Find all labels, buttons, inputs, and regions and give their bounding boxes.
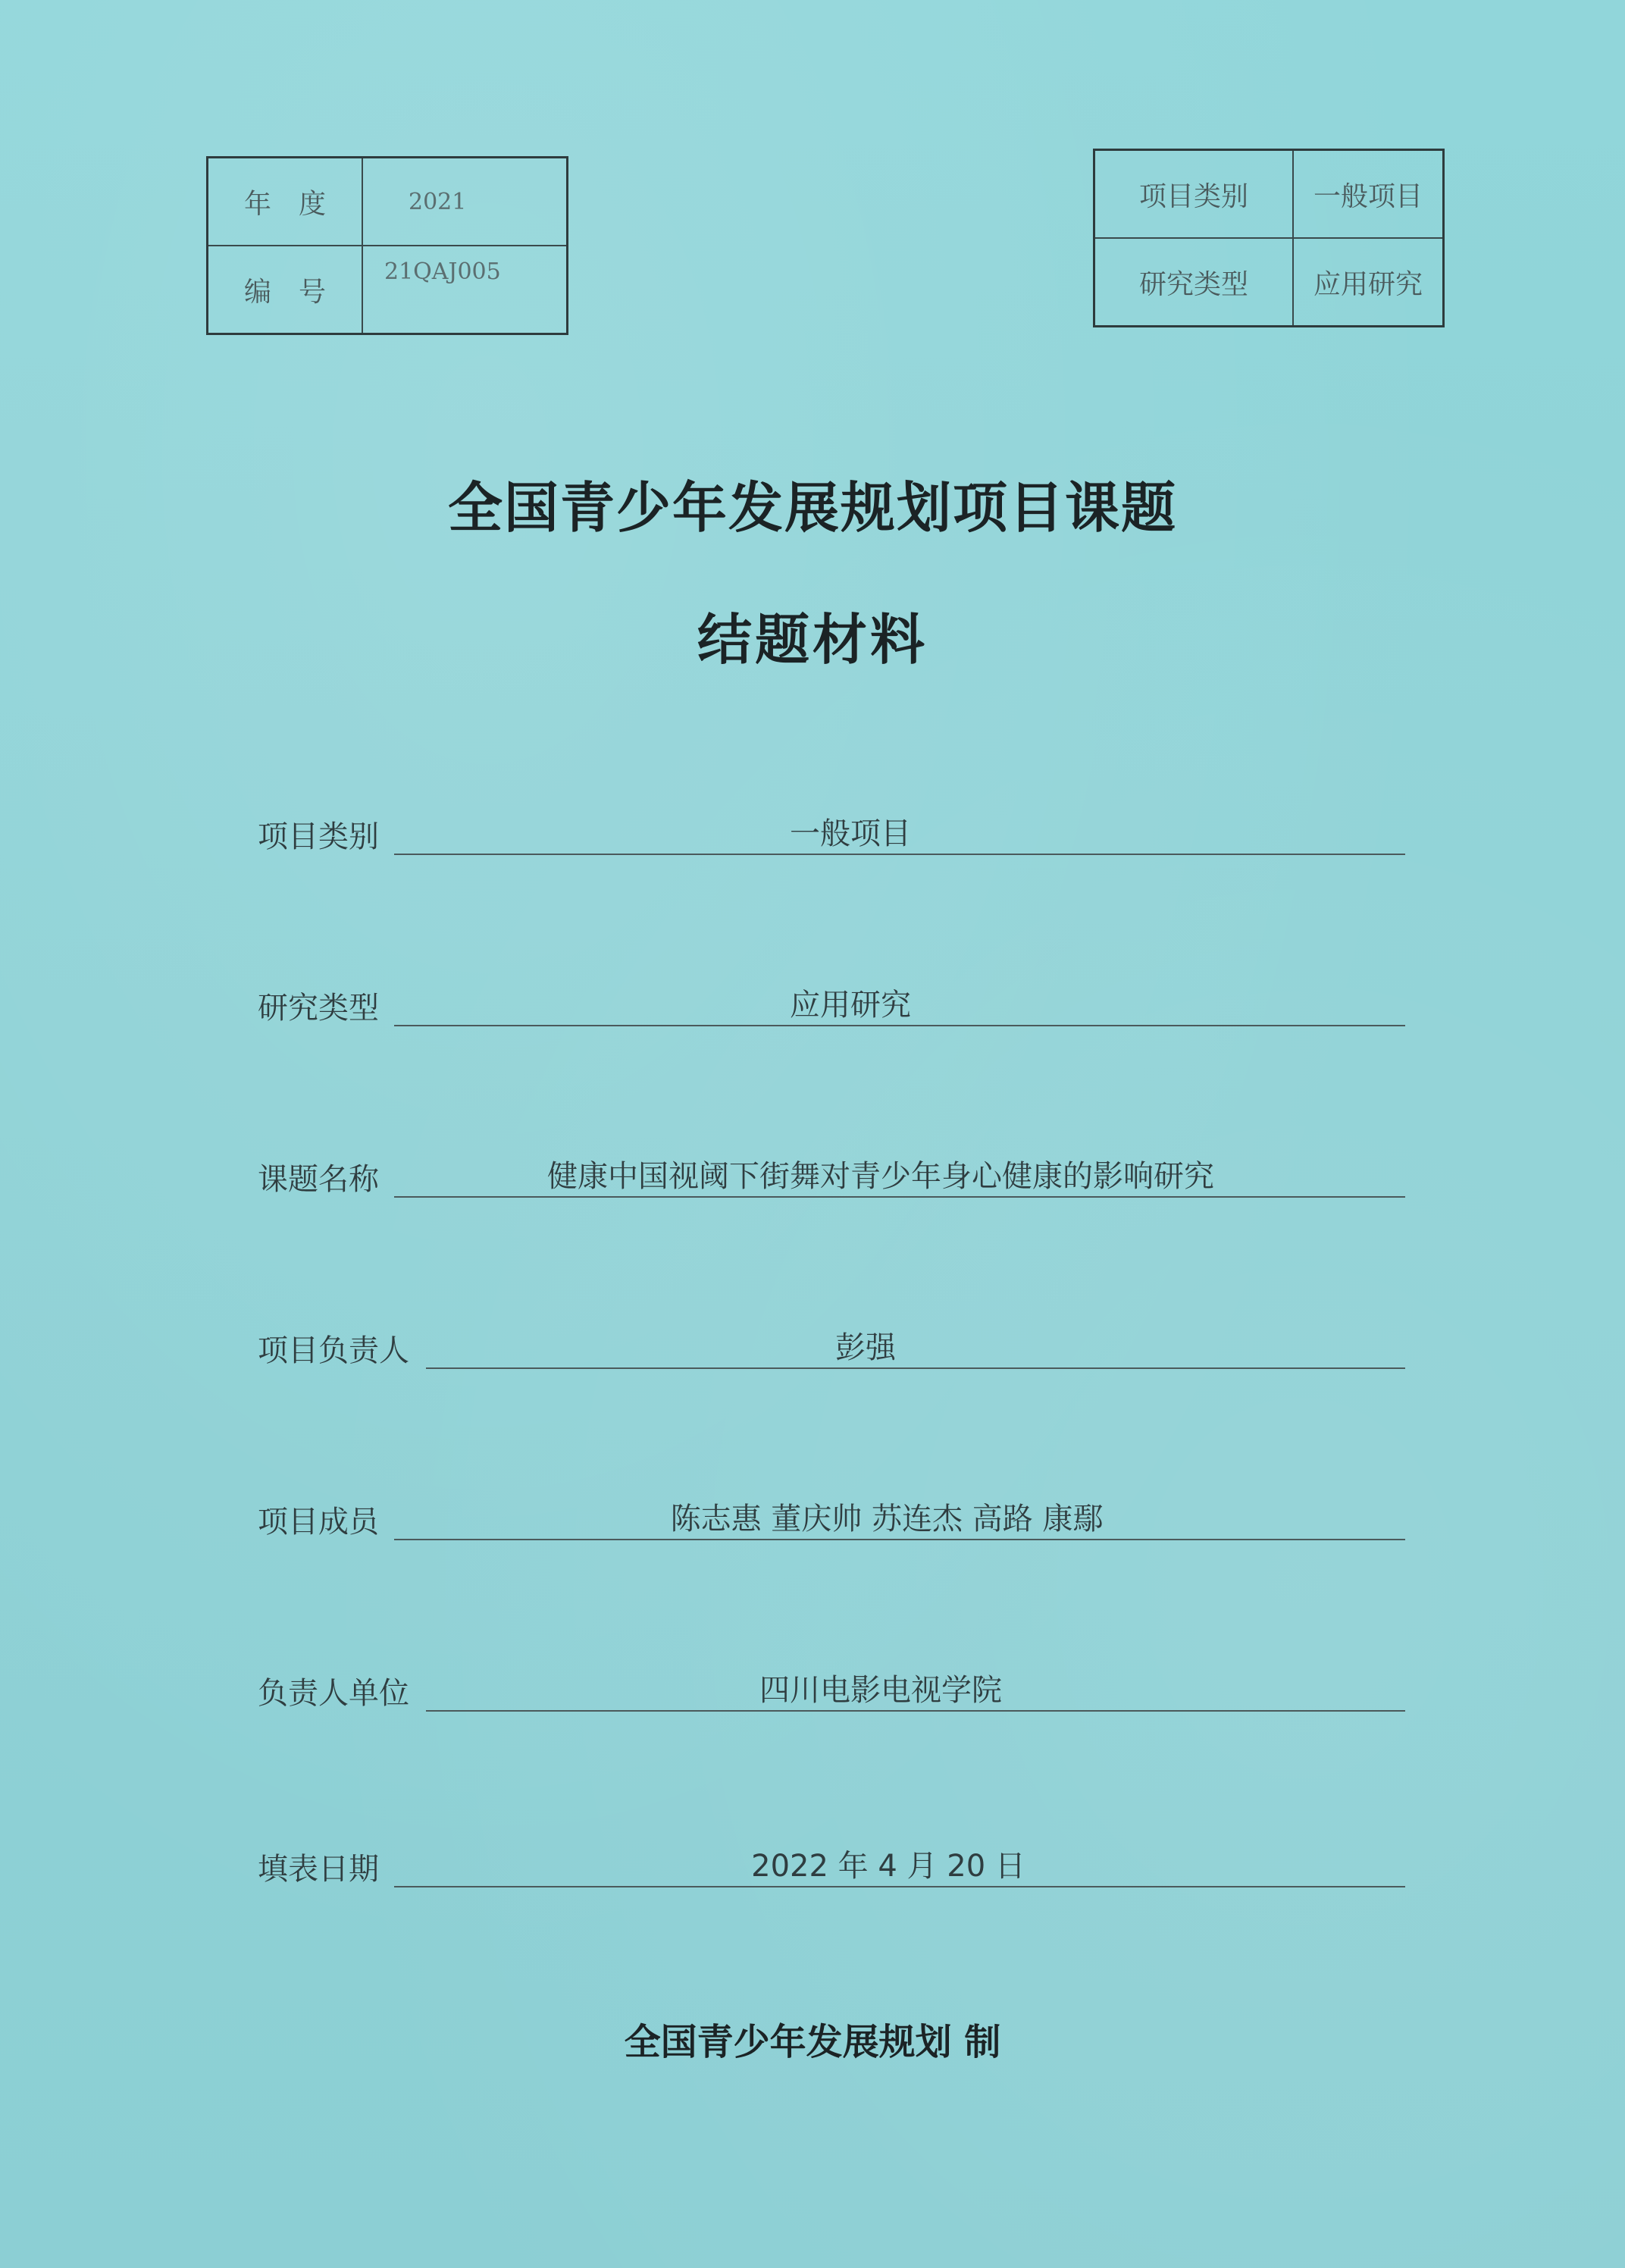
field-underline <box>394 1025 1405 1026</box>
field-underline <box>394 854 1405 855</box>
field-underline <box>394 1886 1405 1887</box>
category-label: 项目类别 <box>1095 151 1294 237</box>
year-value: 2021 <box>409 188 467 215</box>
field-label: 项目成员 <box>258 1505 379 1540</box>
field-project-members <box>258 1487 1405 1540</box>
issuer-line: 全国青少年发展规划 制 <box>624 2021 1001 2063</box>
field-underline <box>426 1710 1405 1712</box>
field-value: 陈志惠 董庆帅 苏连杰 高路 康鄢 <box>670 1502 1104 1537</box>
field-fill-date <box>258 1834 1405 1887</box>
field-leader-institution <box>258 1659 1405 1712</box>
year-label: 年 度 <box>208 158 363 245</box>
field-value: 2022 年 4 月 20 日 <box>751 1849 1025 1884</box>
field-underline <box>394 1539 1405 1540</box>
field-label: 填表日期 <box>258 1852 379 1887</box>
category-value: 一般项目 <box>1313 180 1423 212</box>
field-value: 健康中国视阈下街舞对青少年身心健康的影响研究 <box>547 1159 1214 1194</box>
document-title: 全国青少年发展规划项目课题 <box>447 476 1177 540</box>
field-topic-name <box>258 1145 1405 1198</box>
field-project-category <box>258 802 1405 855</box>
field-value: 应用研究 <box>790 988 911 1023</box>
field-value: 四川电影电视学院 <box>759 1673 1002 1708</box>
number-value: 21QAJ005 <box>384 258 501 285</box>
field-label: 研究类型 <box>258 991 379 1026</box>
field-label: 项目类别 <box>258 819 379 854</box>
field-underline <box>426 1367 1405 1369</box>
field-value: 彭强 <box>835 1330 896 1365</box>
year-number-box <box>206 156 568 335</box>
category-type-box <box>1093 149 1445 327</box>
field-research-type <box>258 973 1405 1026</box>
research-type-row <box>1095 239 1442 325</box>
number-label: 编 号 <box>208 246 363 333</box>
research-type-value: 应用研究 <box>1313 268 1423 300</box>
field-label: 项目负责人 <box>258 1333 409 1368</box>
field-value: 一般项目 <box>790 816 911 851</box>
field-label: 课题名称 <box>258 1162 379 1197</box>
year-row <box>208 158 566 246</box>
document-subtitle: 结题材料 <box>697 608 928 672</box>
number-row <box>208 246 566 333</box>
research-type-label: 研究类型 <box>1095 239 1294 325</box>
field-label: 负责人单位 <box>258 1676 409 1711</box>
field-project-leader <box>258 1316 1405 1369</box>
category-row <box>1095 151 1442 239</box>
field-underline <box>394 1196 1405 1198</box>
